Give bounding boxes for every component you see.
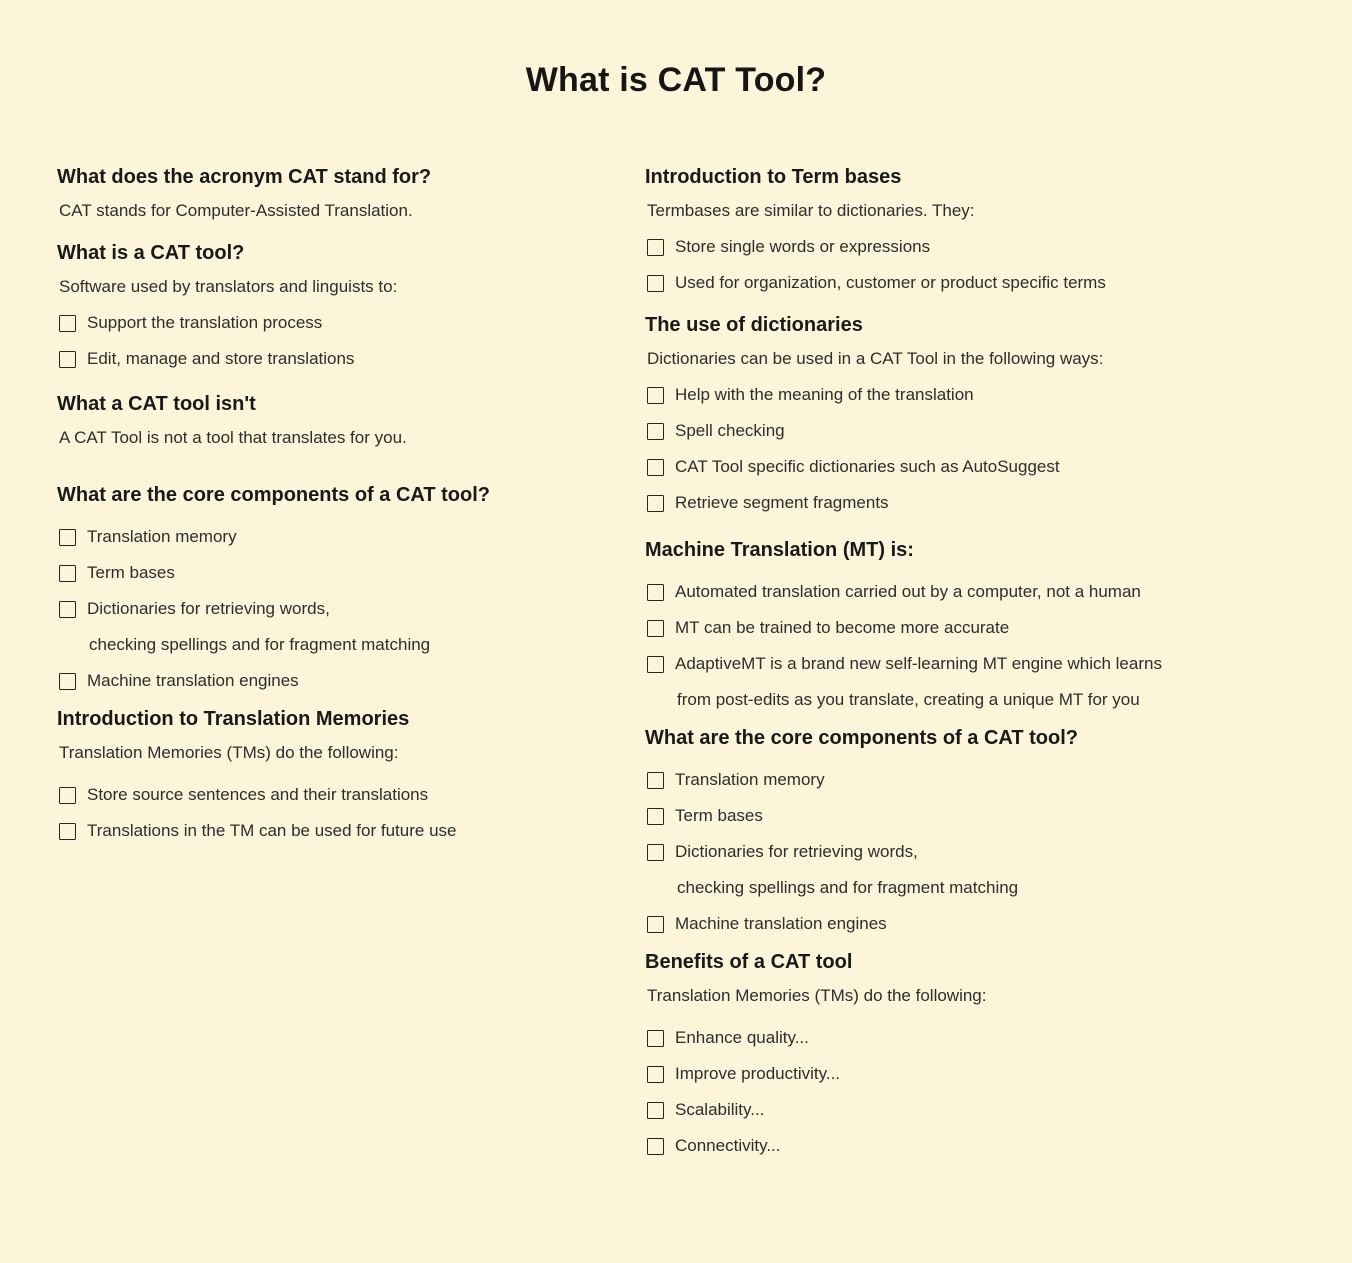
checklist-item[interactable]	[57, 598, 645, 620]
checkbox-icon[interactable]	[647, 656, 664, 673]
section-paragraph: Software used by translators and linguists to:	[59, 277, 398, 296]
section-paragraph: CAT stands for Computer-Assisted Translation.	[59, 201, 413, 220]
checkbox-icon[interactable]	[647, 772, 664, 789]
checkbox-icon[interactable]	[647, 844, 664, 861]
checklist-item-label: Term bases	[675, 806, 763, 825]
checklist-item[interactable]	[57, 820, 645, 842]
checklist-item-label: Scalability...	[675, 1100, 765, 1119]
checkbox-icon[interactable]	[59, 823, 76, 840]
checklist-item-label-continuation: from post-edits as you translate, creating a unique MT for you	[677, 690, 1140, 709]
checklist-item[interactable]	[645, 769, 1352, 791]
right-column	[645, 164, 1352, 1171]
checkbox-icon[interactable]	[647, 275, 664, 292]
section	[57, 482, 645, 692]
checklist-item-label-continuation: checking spellings and for fragment matching	[677, 878, 1019, 897]
checklist-item-label: Translation memory	[87, 527, 237, 546]
section-paragraph: A CAT Tool is not a tool that translates for you.	[59, 428, 407, 447]
section	[645, 949, 1352, 1157]
section	[57, 164, 645, 222]
checkbox-icon[interactable]	[59, 673, 76, 690]
section-heading: Machine Translation (MT) is:	[645, 539, 914, 561]
checklist-item-label: Enhance quality...	[675, 1028, 809, 1047]
checklist-item-label: Machine translation engines	[675, 914, 887, 933]
checklist-item[interactable]	[645, 420, 1352, 442]
checklist-item[interactable]	[645, 841, 1352, 863]
checklist-item-label: Support the translation process	[87, 313, 323, 332]
checkbox-icon[interactable]	[647, 584, 664, 601]
checklist-item-label: Dictionaries for retrieving words,	[675, 842, 918, 861]
checklist-item-label: Used for organization, customer or product specific terms	[675, 273, 1106, 292]
checklist-item[interactable]	[57, 526, 645, 548]
checklist-item-label: Help with the meaning of the translation	[675, 385, 974, 404]
checklist-item-label: Spell checking	[675, 421, 785, 440]
checklist-item-label: Store single words or expressions	[675, 237, 931, 256]
checklist-item-label: MT can be trained to become more accurate	[675, 618, 1010, 637]
checklist-item[interactable]	[645, 617, 1352, 639]
section-heading: Introduction to Term bases	[645, 166, 902, 188]
checklist-item-label: CAT Tool specific dictionaries such as AutoSuggest	[675, 457, 1060, 476]
checklist-item[interactable]	[645, 653, 1352, 675]
checkbox-icon[interactable]	[647, 1138, 664, 1155]
checklist-item[interactable]	[645, 1099, 1352, 1121]
checklist-item-label: AdaptiveMT is a brand new self-learning MT engine which learns	[675, 654, 1162, 673]
checklist-item[interactable]	[645, 581, 1352, 603]
checkbox-icon[interactable]	[647, 1030, 664, 1047]
checklist-item-label-continuation: checking spellings and for fragment matching	[89, 635, 431, 654]
checklist-item-label: Automated translation carried out by a computer, not a human	[675, 582, 1141, 601]
checklist-item-label: Translations in the TM can be used for future use	[87, 821, 457, 840]
section-heading: What are the core components of a CAT tool?	[57, 484, 490, 506]
left-column	[57, 164, 645, 856]
checkbox-icon[interactable]	[59, 565, 76, 582]
section	[645, 312, 1352, 514]
checkbox-icon[interactable]	[647, 239, 664, 256]
checklist-item[interactable]	[645, 913, 1352, 935]
section	[645, 164, 1352, 294]
section	[57, 240, 645, 370]
section-heading: Benefits of a CAT tool	[645, 951, 853, 973]
section-heading: What does the acronym CAT stand for?	[57, 166, 432, 188]
checkbox-icon[interactable]	[647, 1066, 664, 1083]
checklist-item[interactable]	[645, 1027, 1352, 1049]
section-heading: What is a CAT tool?	[57, 242, 245, 264]
checklist-item[interactable]	[645, 456, 1352, 478]
checkbox-icon[interactable]	[647, 459, 664, 476]
checklist-item[interactable]	[645, 236, 1352, 258]
section	[57, 391, 645, 449]
section	[57, 706, 645, 842]
checklist-item[interactable]	[57, 562, 645, 584]
checkbox-icon[interactable]	[647, 423, 664, 440]
checklist-item[interactable]	[645, 492, 1352, 514]
section-paragraph: Dictionaries can be used in a CAT Tool in the following ways:	[647, 349, 1104, 368]
content-columns	[0, 164, 1352, 1171]
checklist-item-label: Improve productivity...	[675, 1064, 841, 1083]
checkbox-icon[interactable]	[647, 387, 664, 404]
section-heading: What are the core components of a CAT tool?	[645, 727, 1078, 749]
checkbox-icon[interactable]	[647, 808, 664, 825]
checkbox-icon[interactable]	[59, 529, 76, 546]
checklist-item-label: Translation memory	[675, 770, 825, 789]
checkbox-icon[interactable]	[647, 620, 664, 637]
checklist-item[interactable]	[645, 1135, 1352, 1157]
checklist-item-label: Term bases	[87, 563, 175, 582]
section-paragraph: Translation Memories (TMs) do the following:	[647, 986, 987, 1005]
checklist-item[interactable]	[57, 348, 645, 370]
checkbox-icon[interactable]	[59, 315, 76, 332]
checklist-item-label: Dictionaries for retrieving words,	[87, 599, 330, 618]
checklist-item-label: Machine translation engines	[87, 671, 299, 690]
section-heading: What a CAT tool isn't	[57, 393, 256, 415]
page-title: What is CAT Tool?	[525, 61, 827, 99]
checkbox-icon[interactable]	[59, 601, 76, 618]
checklist-item[interactable]	[645, 1063, 1352, 1085]
checklist-item[interactable]	[645, 805, 1352, 827]
checklist-item[interactable]	[57, 312, 645, 334]
checklist-item-label: Edit, manage and store translations	[87, 349, 355, 368]
checklist-item-label: Store source sentences and their translations	[87, 785, 429, 804]
checkbox-icon[interactable]	[59, 351, 76, 368]
checkbox-icon[interactable]	[647, 916, 664, 933]
section	[645, 725, 1352, 935]
checkbox-icon[interactable]	[647, 1102, 664, 1119]
section	[645, 537, 1352, 711]
section-paragraph: Termbases are similar to dictionaries. They:	[647, 201, 975, 220]
checkbox-icon[interactable]	[59, 787, 76, 804]
checklist-item-label: Retrieve segment fragments	[675, 493, 889, 512]
checklist-item[interactable]	[645, 272, 1352, 294]
section-heading: Introduction to Translation Memories	[57, 708, 410, 730]
checklist-item[interactable]	[645, 384, 1352, 406]
section-paragraph: Translation Memories (TMs) do the following:	[59, 743, 399, 762]
checkbox-icon[interactable]	[647, 495, 664, 512]
section-heading: The use of dictionaries	[645, 314, 863, 336]
checklist-item[interactable]	[57, 670, 645, 692]
checklist-item-label: Connectivity...	[675, 1136, 781, 1155]
checklist-item[interactable]	[57, 784, 645, 806]
